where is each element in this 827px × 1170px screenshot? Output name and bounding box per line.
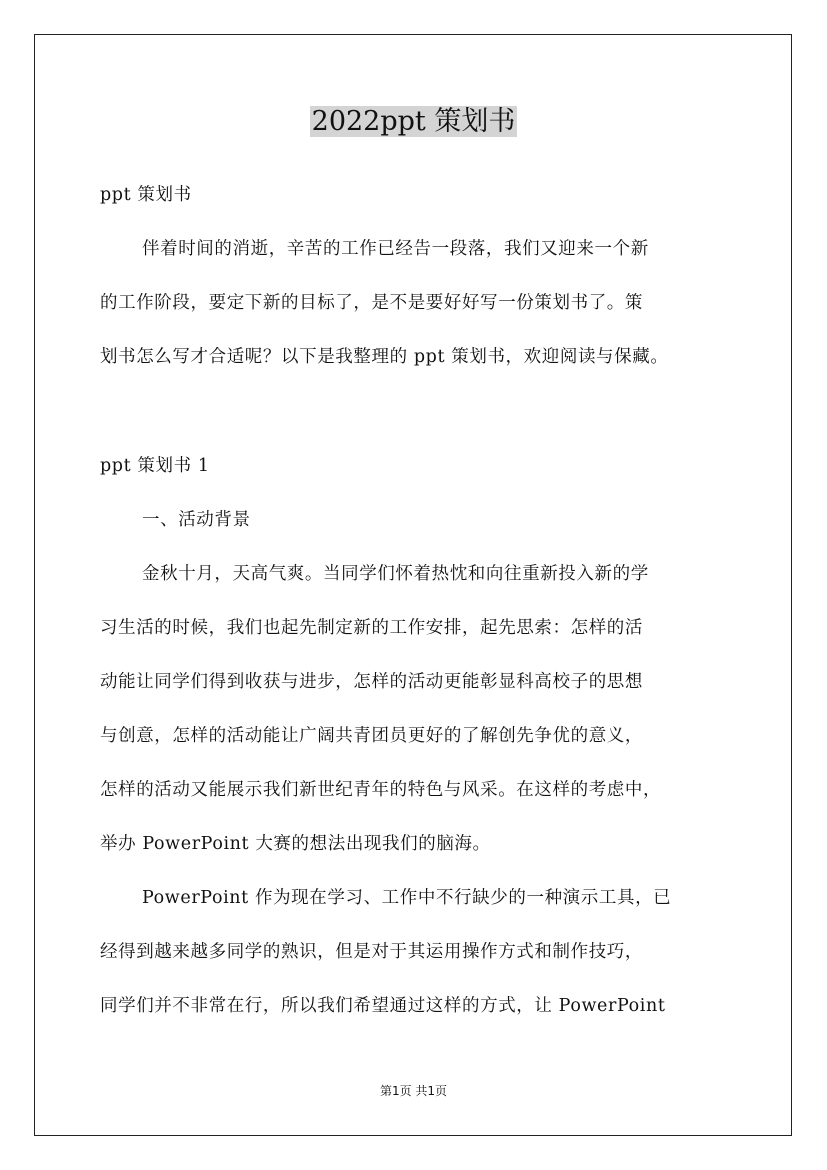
paragraph-line: PowerPoint 作为现在学习、工作中不行缺少的一种演示工具，已 (142, 888, 672, 908)
document-title-text: 2022ppt 策划书 (311, 106, 516, 137)
paragraph-line: 举办 PowerPoint 大赛的想法出现我们的脑海。 (100, 834, 491, 854)
section-heading: ppt 策划书 1 (100, 456, 210, 476)
paragraph-line: 怎样的活动又能展示我们新世纪青年的特色与风采。在这样的考虑中， (100, 780, 662, 800)
paragraph-line: 同学们并不非常在行，所以我们希望通过这样的方式，让 PowerPoint (100, 996, 666, 1016)
subsection-heading: 一、活动背景 (142, 510, 251, 530)
intro-heading: ppt 策划书 (100, 185, 192, 205)
paragraph-line: 的工作阶段，要定下新的目标了，是不是要好好写一份策划书了。策 (100, 293, 643, 313)
paragraph-line: 划书怎么写才合适呢？以下是我整理的 ppt 策划书，欢迎阅读与保藏。 (100, 347, 669, 367)
paragraph-line: 动能让同学们得到收获与进步，怎样的活动更能彰显科高校子的思想 (100, 672, 643, 692)
paragraph-line: 伴着时间的消逝，辛苦的工作已经告一段落，我们又迎来一个新 (142, 239, 649, 259)
paragraph-line: 金秋十月，天高气爽。当同学们怀着热忱和向往重新投入新的学 (142, 564, 649, 584)
paragraph-line: 习生活的时候，我们也起先制定新的工作安排，起先思索：怎样的活 (100, 618, 643, 638)
paragraph-line: 经得到越来越多同学的熟识，但是对于其运用操作方式和制作技巧， (100, 942, 643, 962)
page-footer: 第1页 共1页 (379, 1084, 448, 1098)
document-title (0, 103, 827, 141)
paragraph-line: 与创意，怎样的活动能让广阔共青团员更好的了解创先争优的意义， (100, 726, 643, 746)
